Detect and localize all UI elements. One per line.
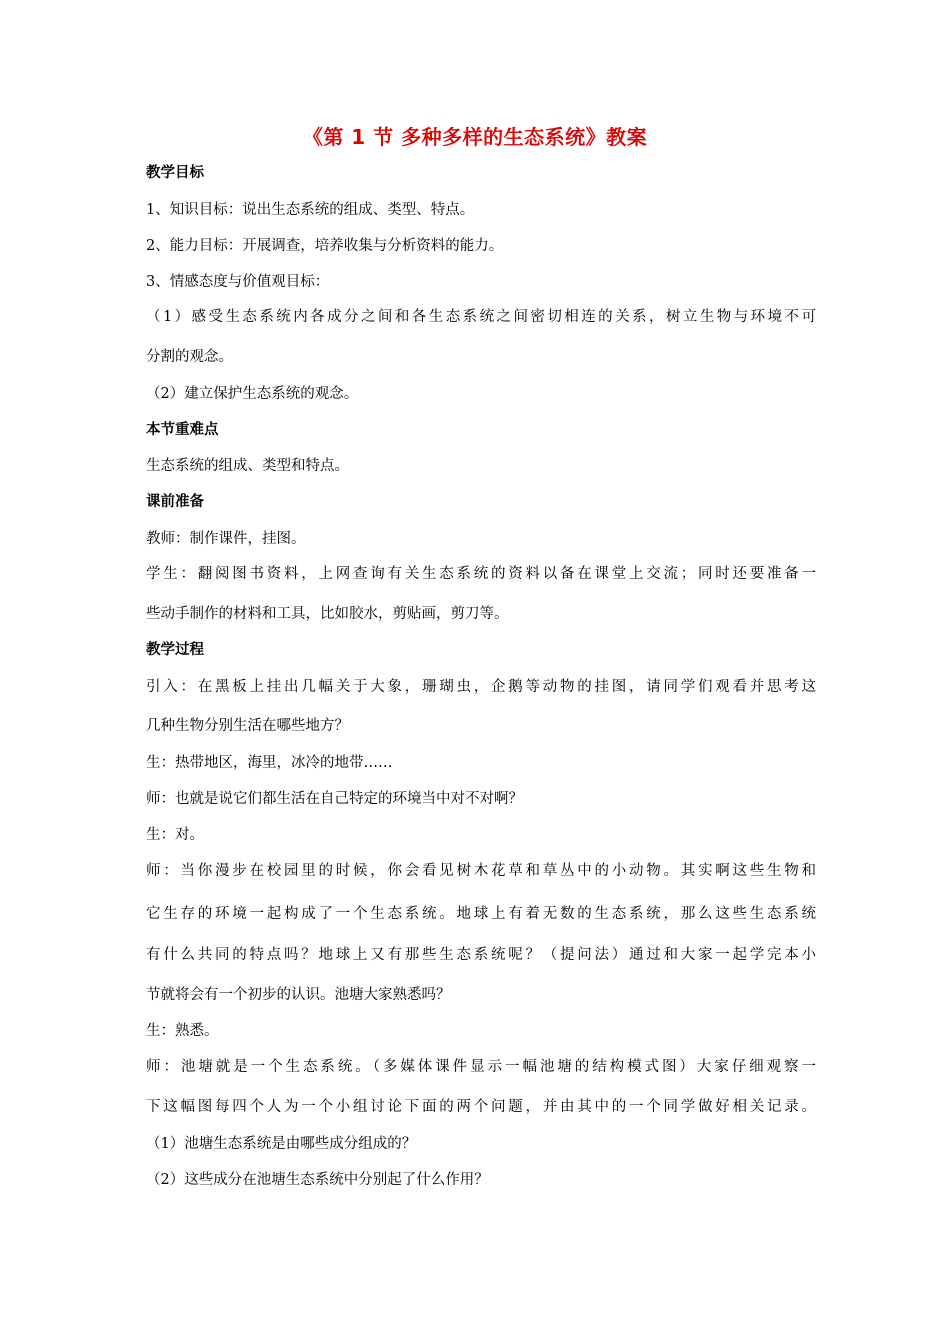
paragraph-line: 生：对。 [146,827,204,843]
paragraph-line: （1）感受生态系统内各成分之间和各生态系统之间密切相连的关系，树立生物与环境不可 [146,309,816,325]
paragraph-line: 些动手制作的材料和工具，比如胶水，剪贴画，剪刀等。 [146,606,509,622]
paragraph-line: 3、情感态度与价值观目标： [146,274,330,290]
paragraph-line: 师：也就是说它们都生活在自己特定的环境当中对不对啊？ [146,791,523,807]
paragraph-line: 师：当你漫步在校园里的时候，你会看见树木花草和草丛中的小动物。其实啊这些生物和 [146,863,816,879]
section-heading-preparation: 课前准备 [146,494,204,510]
section-heading-key-points: 本节重难点 [146,422,219,438]
paragraph-line: （2）建立保护生态系统的观念。 [146,386,359,402]
paragraph-line: 节就将会有一个初步的认识。池塘大家熟悉吗？ [146,987,451,1003]
paragraph-line: 引入：在黑板上挂出几幅关于大象，珊瑚虫，企鹅等动物的挂图，请同学们观看并思考这 [146,679,816,695]
paragraph-line: 教师：制作课件，挂图。 [146,531,306,547]
paragraph-line: 学生：翻阅图书资料，上网查询有关生态系统的资料以备在课堂上交流；同时还要准备一 [146,566,816,582]
paragraph-line: 1、知识目标：说出生态系统的组成、类型、特点。 [146,202,475,218]
paragraph-line: 2、能力目标：开展调查，培养收集与分析资料的能力。 [146,238,504,254]
section-heading-objectives: 教学目标 [146,165,204,181]
document-title: 《第 1 节 多种多样的生态系统》教案 [302,125,648,149]
paragraph-line: （1）池塘生态系统是由哪些成分组成的？ [146,1136,417,1152]
paragraph-line: 下这幅图每四个人为一个小组讨论下面的两个问题，并由其中的一个同学做好相关记录。 [146,1099,816,1115]
paragraph-line: 生：熟悉。 [146,1023,219,1039]
paragraph-line: 分割的观念。 [146,349,233,365]
paragraph-line: 有什么共同的特点吗？地球上又有那些生态系统呢？（提问法）通过和大家一起学完本小 [146,947,816,963]
section-heading-process: 教学过程 [146,642,204,658]
paragraph-line: 师：池塘就是一个生态系统。（多媒体课件显示一幅池塘的结构模式图）大家仔细观察一 [146,1059,816,1075]
paragraph-line: 生：热带地区，海里，冰冷的地带…… [146,755,393,771]
paragraph-line: 几种生物分别生活在哪些地方？ [146,718,349,734]
paragraph-line: 生态系统的组成、类型和特点。 [146,458,349,474]
paragraph-line: （2）这些成分在池塘生态系统中分别起了什么作用？ [146,1172,489,1188]
paragraph-line: 它生存的环境一起构成了一个生态系统。地球上有着无数的生态系统，那么这些生态系统 [146,906,816,922]
